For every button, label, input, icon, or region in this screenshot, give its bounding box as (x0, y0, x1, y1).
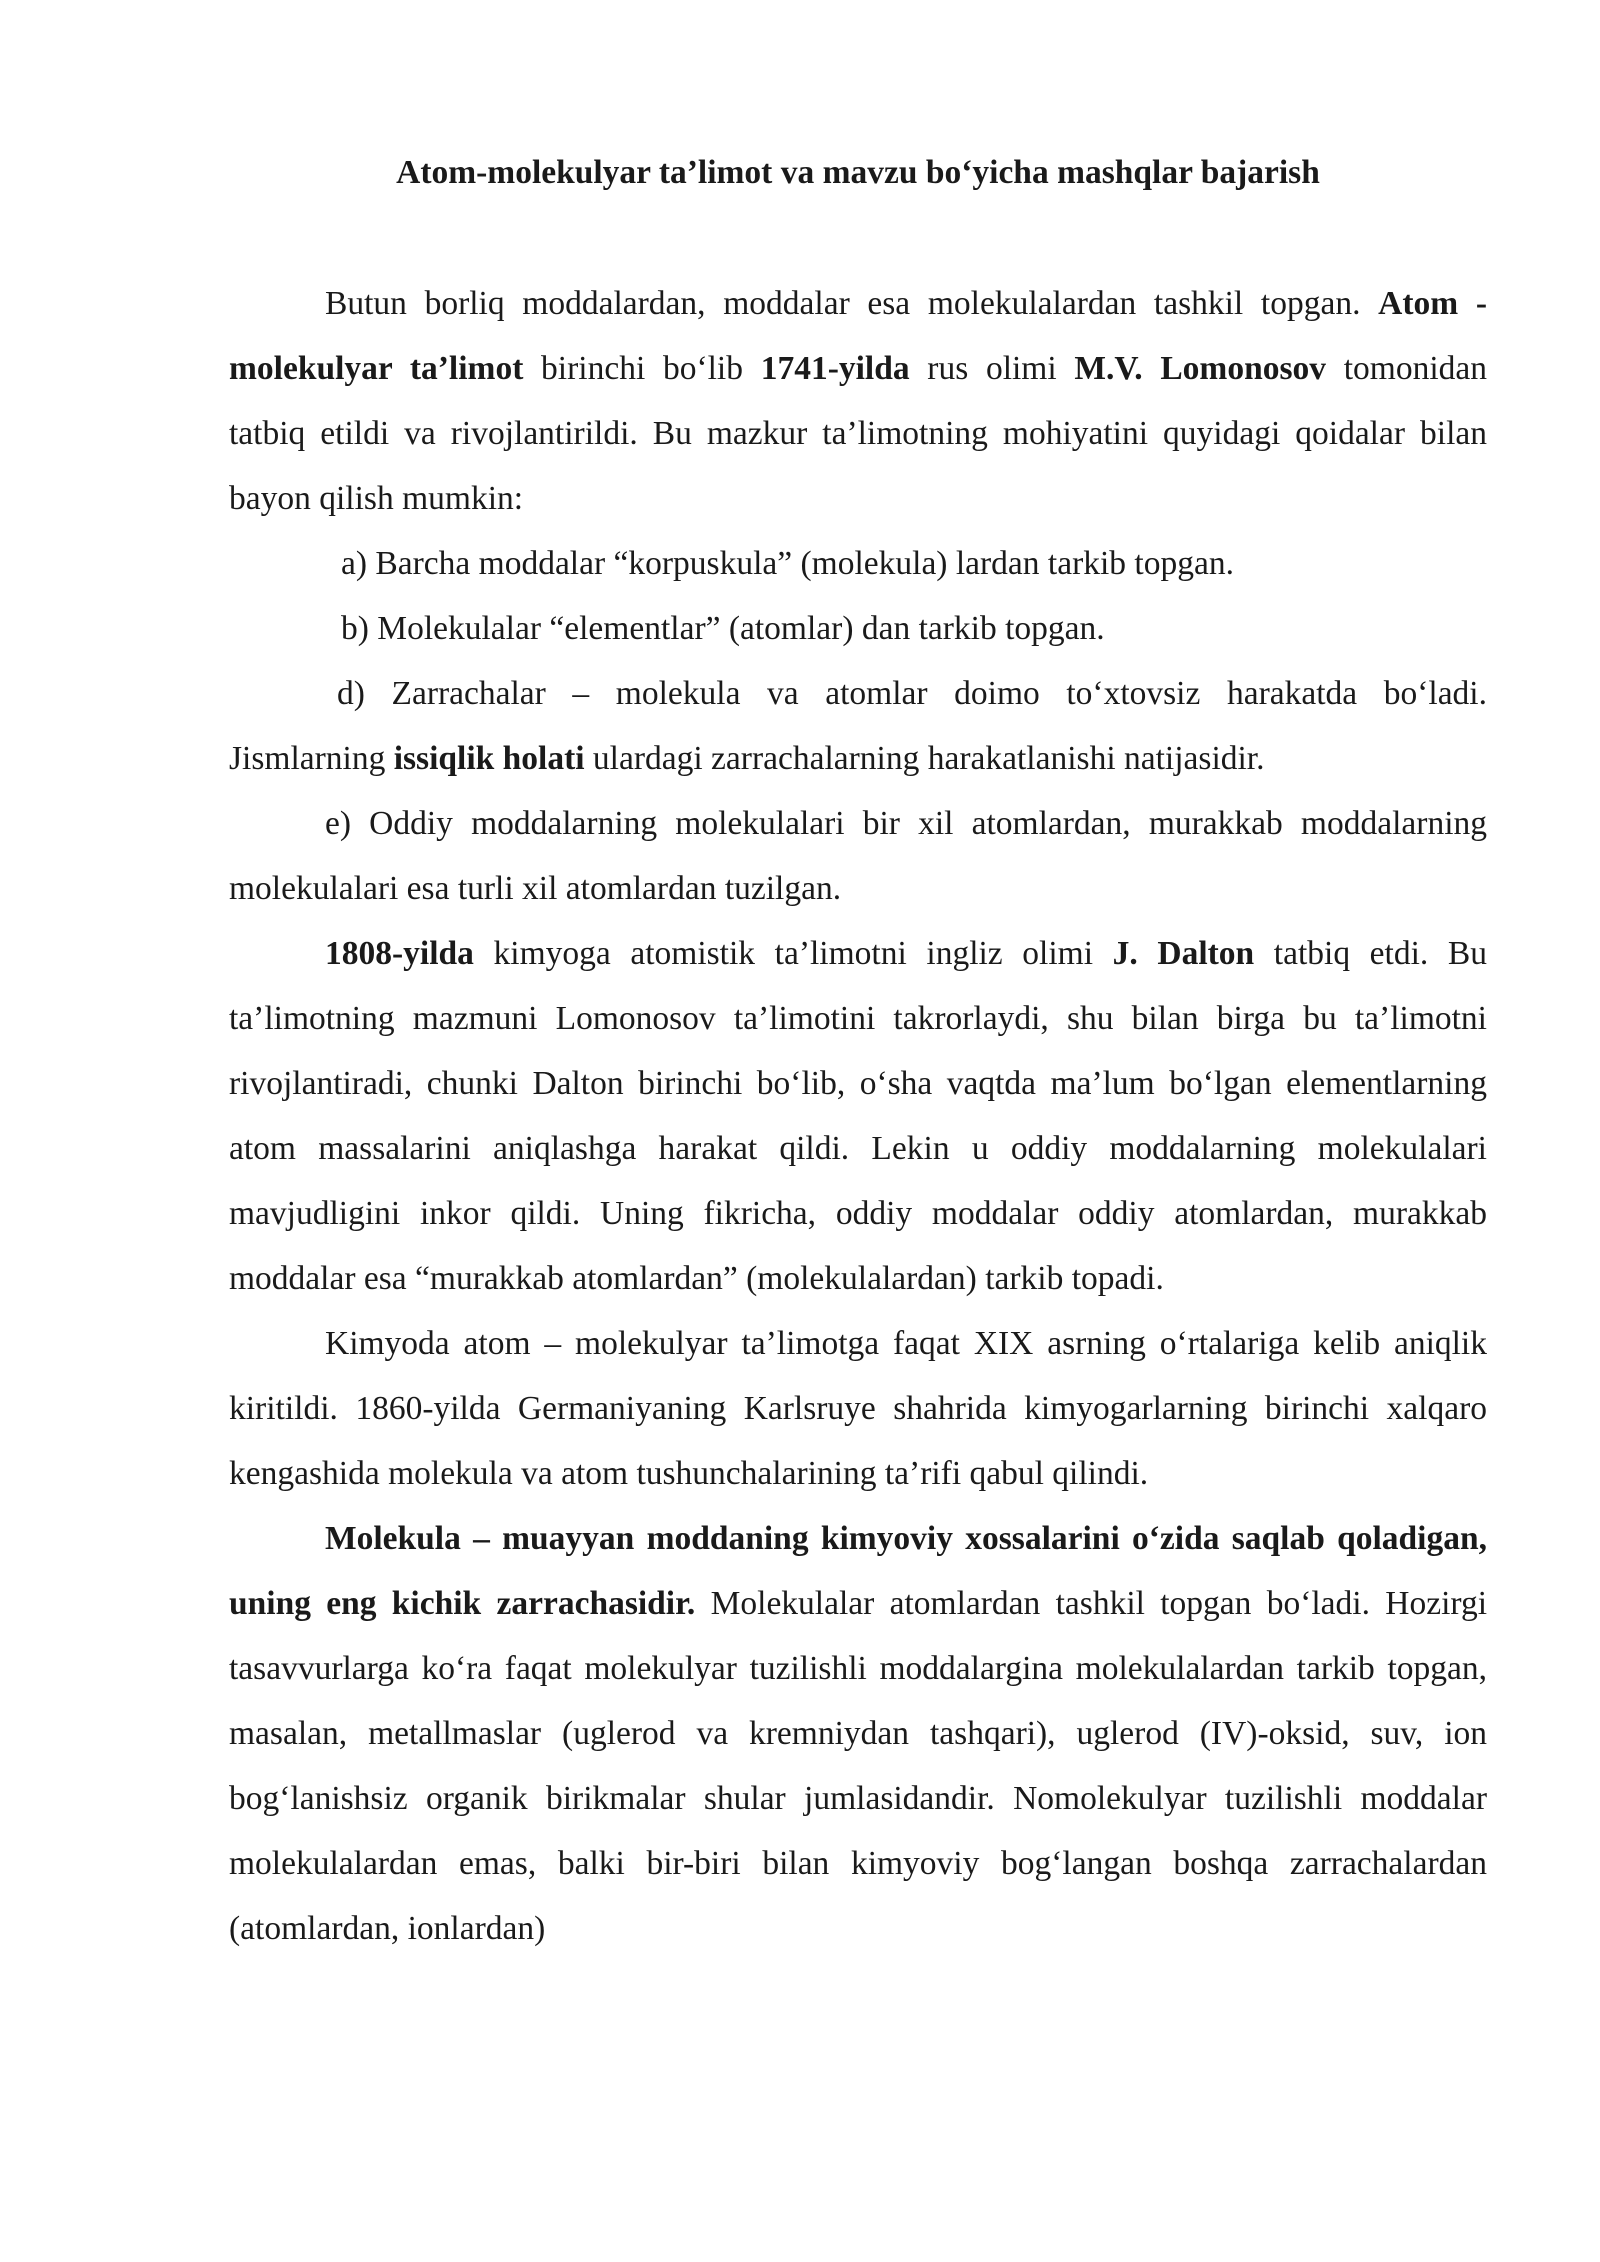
name-lomonosov: M.V. Lomonosov (1074, 350, 1326, 387)
list-item-d-text-2: ulardagi zarrachalarning harakatlanishi natijasidir. (584, 740, 1265, 777)
paragraph-karlsruhe: Kimyoda atom – molekulyar ta’limotga faqat XIX asrning o‘rtalariga kelib aniqlik kiritildi. 1860-yilda Germaniyaning Karlsruye shahrida kimyogarlarning birinchi xalqaro kengashida molekula va atom tushunchalarining ta’rifi qabul qilindi. (229, 1325, 1487, 1492)
document-page (229, 140, 1487, 1961)
term-heat-state: issiqlik holati (393, 740, 585, 777)
paragraph-intro (229, 271, 1487, 531)
list-item-b: b) Molekulalar “elementlar” (atomlar) dan tarkib topgan. (341, 610, 1105, 647)
paragraph-intro-text-2: birinchi bo‘lib (523, 350, 761, 387)
year-1808: 1808-yilda (325, 935, 474, 972)
paragraph-intro-text-1: Butun borliq moddalardan, moddalar esa molekulalardan tashkil topgan. (325, 285, 1379, 322)
list-item-a: a) Barcha moddalar “korpuskula” (molekula) lardan tarkib topgan. (341, 545, 1234, 582)
paragraph-molecule-definition (229, 1506, 1487, 1961)
list-item-d-text-1: d) Zarrachalar – molekula va atomlar doimo to‘xtovsiz harakatda bo‘ladi. Jismlarning (229, 675, 1487, 777)
list-item-d (229, 661, 1487, 791)
year-1741: 1741-yilda (760, 350, 910, 387)
paragraph-dalton (229, 921, 1487, 1311)
paragraph-dalton-text-1: kimyoga atomistik ta’limotni ingliz olimi (473, 935, 1113, 972)
paragraph-intro-text-3: rus olimi (909, 350, 1075, 387)
molecule-definition-bold: Molekula – muayyan moddaning kimyoviy xossalarini o‘zida saqlab qoladigan, uning eng kichik zarrachasidir. (229, 1520, 1487, 1622)
name-dalton: J. Dalton (1112, 935, 1255, 972)
document-title: Atom-molekulyar ta’limot va mavzu bo‘yicha mashqlar bajarish (396, 154, 1320, 191)
paragraph-molecule-text: Molekulalar atomlardan tashkil topgan bo‘ladi. Hozirgi tasavvurlarga ko‘ra faqat molekulyar tuzilishli moddalargina molekulalardan tarkib topgan, masalan, metallmaslar (uglerod va kremniydan tashqari), uglerod (IV)-oksid, suv, ion bog‘lanishsiz organik birikmalar shular jumlasidandir. Nomolekulyar tuzilishli moddalar molekulalardan emas, balki bir-biri bilan kimyoviy bog‘langan boshqa zarrachalardan (atomlardan, ionlardan) (229, 1585, 1488, 1947)
term-atom-molecular-theory: Atom - molekulyar ta’limot (229, 285, 1487, 387)
paragraph-dalton-text-2: tatbiq etdi. Bu ta’limotning mazmuni Lomonosov ta’limotini takrorlaydi, shu bilan birga bu ta’limotni rivojlantiradi, chunki Dalton birinchi bo‘lib, o‘sha vaqtda ma’lum bo‘lgan elementlarning atom massalarini aniqlashga harakat qildi. Lekin u oddiy moddalarning molekulalari mavjudligini inkor qildi. Uning fikricha, oddiy moddalar oddiy atomlardan, murakkab moddalar esa “murakkab atomlardan” (molekulalardan) tarkib topadi. (229, 935, 1487, 1297)
paragraph-intro-text-4: tomonidan tatbiq etildi va rivojlantirildi. Bu mazkur ta’limotning mohiyatini quyidagi qoidalar bilan bayon qilish mumkin: (229, 350, 1487, 517)
list-item-e: e) Oddiy moddalarning molekulalari bir xil atomlardan, murakkab moddalarning molekulalari esa turli xil atomlardan tuzilgan. (229, 805, 1487, 907)
